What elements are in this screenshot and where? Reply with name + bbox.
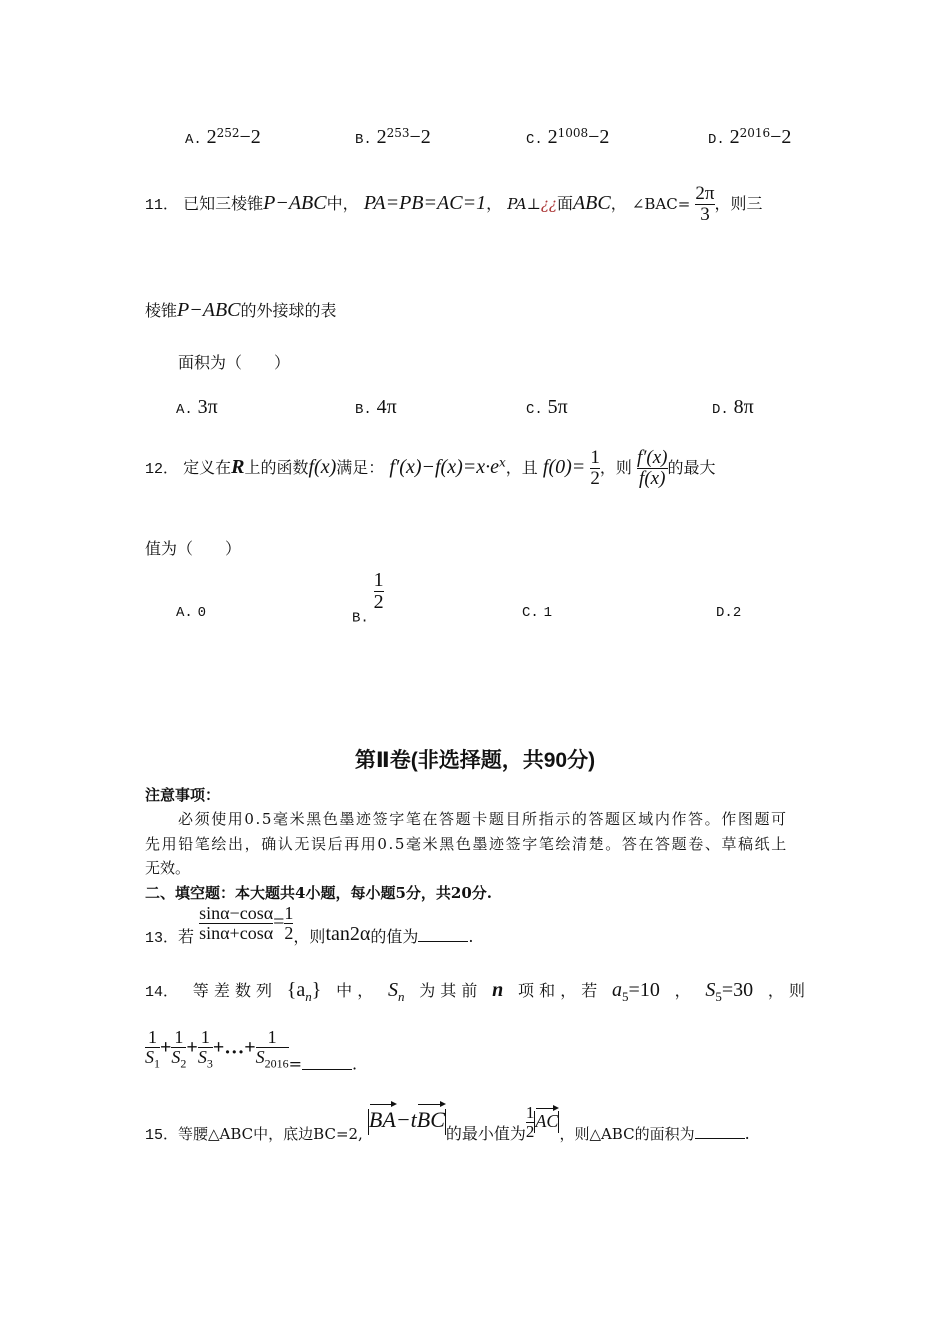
option-value: 3π bbox=[197, 396, 218, 418]
q14-period: . bbox=[352, 1054, 358, 1074]
option-exp: 1008 bbox=[557, 126, 589, 140]
option-value: 2 bbox=[732, 605, 742, 621]
q14-term-symbol: S bbox=[145, 1046, 154, 1067]
q14-text: 等 差 数 列 bbox=[192, 981, 273, 1000]
q14-stem-line2 bbox=[145, 1028, 357, 1074]
fraction-denominator bbox=[171, 1048, 186, 1070]
option-base: 2 bbox=[729, 126, 740, 148]
option-value: 1 bbox=[543, 605, 552, 621]
option-value: 8π bbox=[733, 396, 754, 418]
q15-text: 的最小值为 bbox=[445, 1123, 526, 1143]
option-tail: −2 bbox=[409, 126, 431, 148]
subscript: 3 bbox=[206, 1056, 213, 1071]
answer-blank[interactable] bbox=[302, 1055, 352, 1070]
plus-sign: + bbox=[160, 1036, 172, 1059]
subscript: 1 bbox=[154, 1056, 160, 1071]
option-label: D. bbox=[712, 402, 729, 418]
q13-text: 的值为 bbox=[370, 926, 419, 946]
fraction-numerator: 1 bbox=[267, 1027, 277, 1047]
fraction-denominator: f(x) bbox=[639, 467, 666, 489]
option-tail: −2 bbox=[770, 126, 792, 148]
question-number: 15． bbox=[145, 1126, 179, 1144]
q12-f0: f(0)= bbox=[542, 455, 586, 478]
q14-term-last bbox=[256, 1028, 289, 1070]
q11-garbled-glyph: ¿¿ bbox=[540, 194, 557, 213]
fraction-denominator: 3 bbox=[700, 203, 710, 225]
q12-equation: f′(x)−f(x)=x·e bbox=[389, 455, 499, 478]
q14-sn-symbol: S bbox=[387, 979, 398, 1001]
fraction-denominator: 2 bbox=[590, 467, 600, 489]
q14-sequence-open: {a bbox=[286, 979, 306, 1001]
q10-option-c bbox=[526, 126, 609, 149]
vector-bc: BC bbox=[416, 1106, 445, 1132]
q14-text: ， 则 bbox=[767, 981, 805, 1000]
q10-option-a bbox=[185, 126, 261, 149]
q12-option-c bbox=[522, 602, 552, 621]
option-exp: 253 bbox=[386, 126, 410, 140]
q11-text: 面 bbox=[556, 193, 573, 213]
q11-text: 棱锥 bbox=[145, 301, 178, 320]
fraction-denominator: sinα+cosα bbox=[199, 922, 274, 943]
option-tail: −2 bbox=[239, 126, 261, 148]
option-label: B. bbox=[355, 132, 372, 148]
q12-option-a bbox=[176, 602, 206, 621]
subscript: 2 bbox=[180, 1056, 187, 1071]
q15-half bbox=[526, 1104, 535, 1141]
q14-a5-symbol: a bbox=[612, 979, 623, 1001]
question-number: 12． bbox=[145, 460, 179, 478]
fraction-denominator bbox=[198, 1048, 213, 1070]
q15-stem bbox=[145, 1104, 750, 1144]
notice-line3: 无效。 bbox=[145, 859, 191, 877]
section-heading: 二、填空题：本大题共4小题，每小题5分，共20分. bbox=[145, 884, 492, 902]
q14-sn bbox=[388, 979, 405, 1005]
fraction-denominator: 2 bbox=[373, 591, 384, 613]
fraction-numerator: sinα−cosα bbox=[199, 903, 274, 923]
q15-minus-t: −t bbox=[395, 1106, 417, 1132]
q12-text: ，则 bbox=[599, 457, 632, 477]
fraction-numerator: 1 bbox=[148, 1027, 157, 1047]
q12-option-b bbox=[352, 570, 384, 627]
q10-option-b bbox=[355, 126, 431, 149]
fraction-numerator: 1 bbox=[590, 447, 600, 468]
q14-n: n bbox=[492, 979, 504, 1001]
q12-fx: f(x) bbox=[308, 455, 337, 478]
q14-ellipsis: +…+ bbox=[212, 1036, 256, 1059]
answer-blank[interactable] bbox=[695, 1124, 745, 1139]
subscript: n bbox=[305, 989, 312, 1004]
subscript: n bbox=[397, 989, 405, 1004]
fraction-numerator: 1 bbox=[373, 569, 384, 591]
option-label: A. bbox=[185, 132, 202, 148]
fraction-denominator: 2 bbox=[284, 922, 294, 943]
fraction-denominator bbox=[145, 1048, 160, 1070]
q14-term-symbol: S bbox=[197, 1046, 207, 1067]
q13-text: 若 bbox=[178, 926, 195, 946]
q14-text: ， bbox=[674, 981, 691, 1000]
fraction-numerator: 1 bbox=[200, 1027, 210, 1047]
q12-exponent: x bbox=[499, 455, 506, 470]
question-number: 11． bbox=[145, 196, 179, 214]
q11-abc: ABC bbox=[572, 191, 611, 214]
option-base: 2 bbox=[206, 126, 217, 148]
q14-s5-symbol: S bbox=[705, 979, 716, 1001]
q12-text: ，且 bbox=[505, 457, 538, 477]
fraction-denominator bbox=[256, 1048, 289, 1070]
option-exp: 2016 bbox=[739, 126, 771, 140]
option-value: 0 bbox=[197, 605, 206, 621]
option-fraction bbox=[374, 570, 384, 613]
option-label: C. bbox=[526, 402, 543, 418]
fraction-numerator: 1 bbox=[525, 1103, 535, 1122]
q12-ratio bbox=[637, 448, 668, 489]
q15-text: ，则△ABC的面积为 bbox=[559, 1124, 695, 1143]
q13-tan: tan2α bbox=[325, 922, 371, 945]
option-label: A. bbox=[176, 605, 193, 621]
option-label: A. bbox=[176, 402, 193, 418]
q12-stem-line1 bbox=[145, 448, 716, 489]
q14-text: 为 其 前 bbox=[419, 981, 478, 1000]
fraction-numerator: 1 bbox=[284, 903, 294, 923]
option-tail: −2 bbox=[588, 126, 610, 148]
option-label: B. bbox=[352, 610, 369, 627]
q14-a5 bbox=[612, 979, 660, 1005]
q11-perp: PA⊥ bbox=[507, 194, 541, 213]
option-base: 2 bbox=[376, 126, 387, 148]
q11-option-b bbox=[355, 396, 397, 419]
q14-term-symbol: S bbox=[255, 1046, 265, 1067]
vector-ba: BA bbox=[368, 1106, 396, 1132]
q11-text: 中， bbox=[326, 193, 359, 213]
answer-blank[interactable] bbox=[418, 927, 468, 942]
option-value: 4π bbox=[376, 396, 397, 418]
notice-line2: 先用铅笔绘出，确认无误后再用0.5毫米黑色墨迹签字笔绘清楚。答在答题卷、草稿纸上 bbox=[145, 835, 788, 853]
q11-stem-line2 bbox=[145, 298, 337, 322]
q13-period: . bbox=[468, 926, 474, 946]
q14-s5 bbox=[705, 979, 753, 1005]
part2-title: 第Ⅱ卷(非选择题，共90分) bbox=[354, 749, 596, 772]
q11-equation: PA=PB=AC=1 bbox=[363, 191, 487, 214]
q14-text: 项 和 ， 若 bbox=[518, 981, 598, 1000]
subscript: 5 bbox=[622, 989, 629, 1004]
option-label: B. bbox=[355, 402, 372, 418]
option-label: C. bbox=[526, 132, 543, 148]
fraction-numerator: 1 bbox=[174, 1027, 184, 1047]
q10-option-d bbox=[708, 126, 791, 149]
q11-stem-line1 bbox=[145, 184, 763, 225]
fraction-numerator: f′(x) bbox=[636, 447, 668, 468]
q12-half bbox=[590, 448, 600, 489]
vector-ac: AC bbox=[535, 1110, 559, 1131]
q14-term-1 bbox=[145, 1028, 160, 1070]
q13-text: ，则 bbox=[293, 926, 326, 946]
q11-angle: ∠BAC= bbox=[631, 194, 691, 213]
q11-fraction bbox=[695, 184, 714, 225]
q15-period: . bbox=[744, 1123, 750, 1143]
option-exp: 252 bbox=[216, 126, 240, 140]
q14-a5-value: =10 bbox=[628, 979, 660, 1001]
notice-line1: 必须使用0.5毫米黑色墨迹签字笔在答题卡题目所指示的答题区域内作答。作图题可 bbox=[178, 810, 788, 828]
q11-text: ，则三 bbox=[714, 193, 763, 213]
q14-s5-value: =30 bbox=[721, 979, 754, 1001]
option-label: D. bbox=[708, 132, 725, 148]
q13-equals: = bbox=[273, 910, 285, 933]
q11-pabc: P−ABC bbox=[263, 191, 327, 214]
q15-text: 等腰△ABC中，底边BC=2, bbox=[178, 1124, 363, 1143]
q12-r: R bbox=[231, 455, 245, 478]
q14-term-2 bbox=[171, 1028, 186, 1070]
q13-lhs-fraction bbox=[199, 904, 273, 943]
q14-stem-line1 bbox=[145, 978, 805, 1005]
q11-text: ， bbox=[610, 193, 627, 213]
q11-text: 已知三棱锥 bbox=[183, 193, 264, 213]
q11-stem-line3: 面积为（ ） bbox=[178, 353, 291, 372]
q14-sequence bbox=[287, 979, 322, 1005]
fraction-numerator: 2π bbox=[695, 183, 715, 204]
question-number: 14． bbox=[145, 984, 179, 1001]
q11-pabc: P−ABC bbox=[177, 299, 241, 321]
q14-text: 中 ， bbox=[336, 981, 374, 1000]
q11-option-a bbox=[176, 396, 218, 419]
q14-term-symbol: S bbox=[171, 1046, 181, 1067]
plus-sign: + bbox=[186, 1036, 198, 1059]
q15-vector-expr bbox=[369, 1107, 445, 1132]
q14-term-3 bbox=[198, 1028, 213, 1070]
option-base: 2 bbox=[547, 126, 558, 148]
notice-title: 注意事项： bbox=[145, 786, 221, 804]
subscript: 2016 bbox=[264, 1056, 289, 1071]
option-label: C. bbox=[522, 605, 539, 621]
q12-text: 满足： bbox=[336, 457, 385, 477]
q12-stem-line2: 值为（ ） bbox=[145, 539, 242, 558]
option-value: 5π bbox=[547, 396, 568, 418]
q12-text: 定义在 bbox=[183, 457, 232, 477]
q11-option-c bbox=[526, 396, 568, 419]
q11-text: 的外接球的表 bbox=[240, 301, 337, 320]
q12-option-d bbox=[716, 602, 741, 621]
q12-text: 上的函数 bbox=[244, 457, 309, 477]
option-label: D. bbox=[716, 605, 733, 621]
q13-stem bbox=[145, 904, 473, 947]
q14-sequence-close: } bbox=[311, 979, 322, 1001]
question-number: 13． bbox=[145, 929, 179, 947]
subscript: 5 bbox=[715, 989, 722, 1004]
q11-option-d bbox=[712, 396, 754, 419]
q11-text: ， bbox=[486, 193, 503, 213]
q12-text: 的最大 bbox=[667, 457, 716, 477]
equals-sign: = bbox=[288, 1054, 303, 1074]
fraction-denominator: 2 bbox=[525, 1121, 535, 1141]
